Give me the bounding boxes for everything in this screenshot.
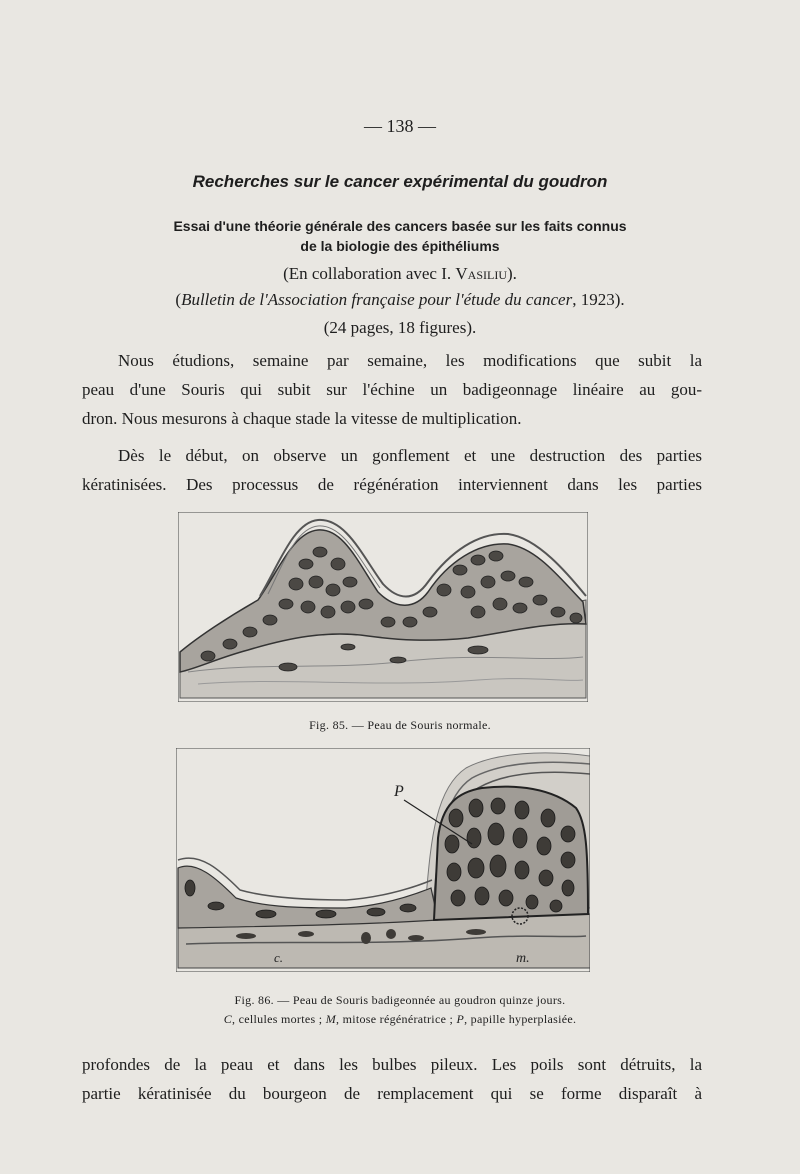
collab-prefix: (En collaboration avec I. — [283, 264, 456, 283]
paragraph-3 — [82, 1050, 702, 1108]
caption-p-text: , papille hyperplasiée. — [464, 1012, 577, 1026]
paragraph-line: Dès le début, on observe un gonflement et une destruction des parties — [118, 446, 702, 465]
paragraph-line: profondes de la peau et dans les bulbes pileux. Les poils sont détruits, la — [82, 1055, 702, 1074]
figure-86-caption — [120, 991, 680, 1029]
paragraph-2 — [82, 441, 702, 499]
paragraph-line: partie kératinisée du bourgeon de remplacement qui se forme disparaît à — [82, 1084, 702, 1103]
bulletin-close: , 1923). — [572, 290, 625, 309]
collab-name: Vasiliu — [455, 264, 507, 283]
paragraph-line: dron. Nous mesurons à chaque stade la vitesse de multiplication. — [82, 409, 522, 428]
label-m: m. — [516, 951, 530, 966]
collaboration-line — [0, 264, 800, 284]
paragraph-1 — [82, 346, 702, 433]
figure-86-caption-line-2 — [120, 1010, 680, 1029]
label-c: c. — [274, 950, 284, 965]
bulletin-open: ( — [175, 290, 182, 309]
caption-m-text: , mitose régénératrice ; — [335, 1012, 457, 1026]
pages-figures: (24 pages, 18 figures). — [323, 318, 477, 337]
article-title: Recherches sur le cancer expérimental du goudron — [192, 172, 608, 191]
caption-m: M — [325, 1012, 336, 1026]
article-subtitle — [100, 216, 700, 256]
paragraph-line: Nous étudions, semaine par semaine, les modifications que subit la — [118, 351, 702, 370]
caption-c: C — [223, 1012, 233, 1026]
label-p: P — [394, 783, 404, 800]
subtitle-line-1: Essai d'une théorie générale des cancers basée sur les faits connus — [173, 218, 627, 234]
caption-c-text: , cellules mortes ; — [232, 1012, 326, 1026]
figure-86-caption-line-1: Fig. 86. — Peau de Souris badigeonnée au goudron quinze jours. — [234, 993, 566, 1007]
bulletin-journal: Bulletin de l'Association française pour l'étude du cancer — [181, 290, 573, 309]
figure-85-illustration — [178, 512, 588, 702]
paragraph-line: peau d'une Souris qui subit sur l'échine un badigeonnage linéaire au gou- — [82, 380, 702, 399]
figure-85-caption: Fig. 85. — Peau de Souris normale. — [309, 718, 491, 732]
subtitle-line-2: de la biologie des épithéliums — [300, 238, 500, 254]
collab-suffix: ). — [506, 264, 517, 283]
figure-86-illustration — [176, 748, 590, 972]
paragraph-line: kératinisées. Des processus de régénération interviennent dans les parties — [82, 475, 702, 494]
page-number: — 138 — — [364, 116, 436, 136]
caption-p: P — [456, 1012, 465, 1026]
bulletin-reference — [0, 290, 800, 310]
